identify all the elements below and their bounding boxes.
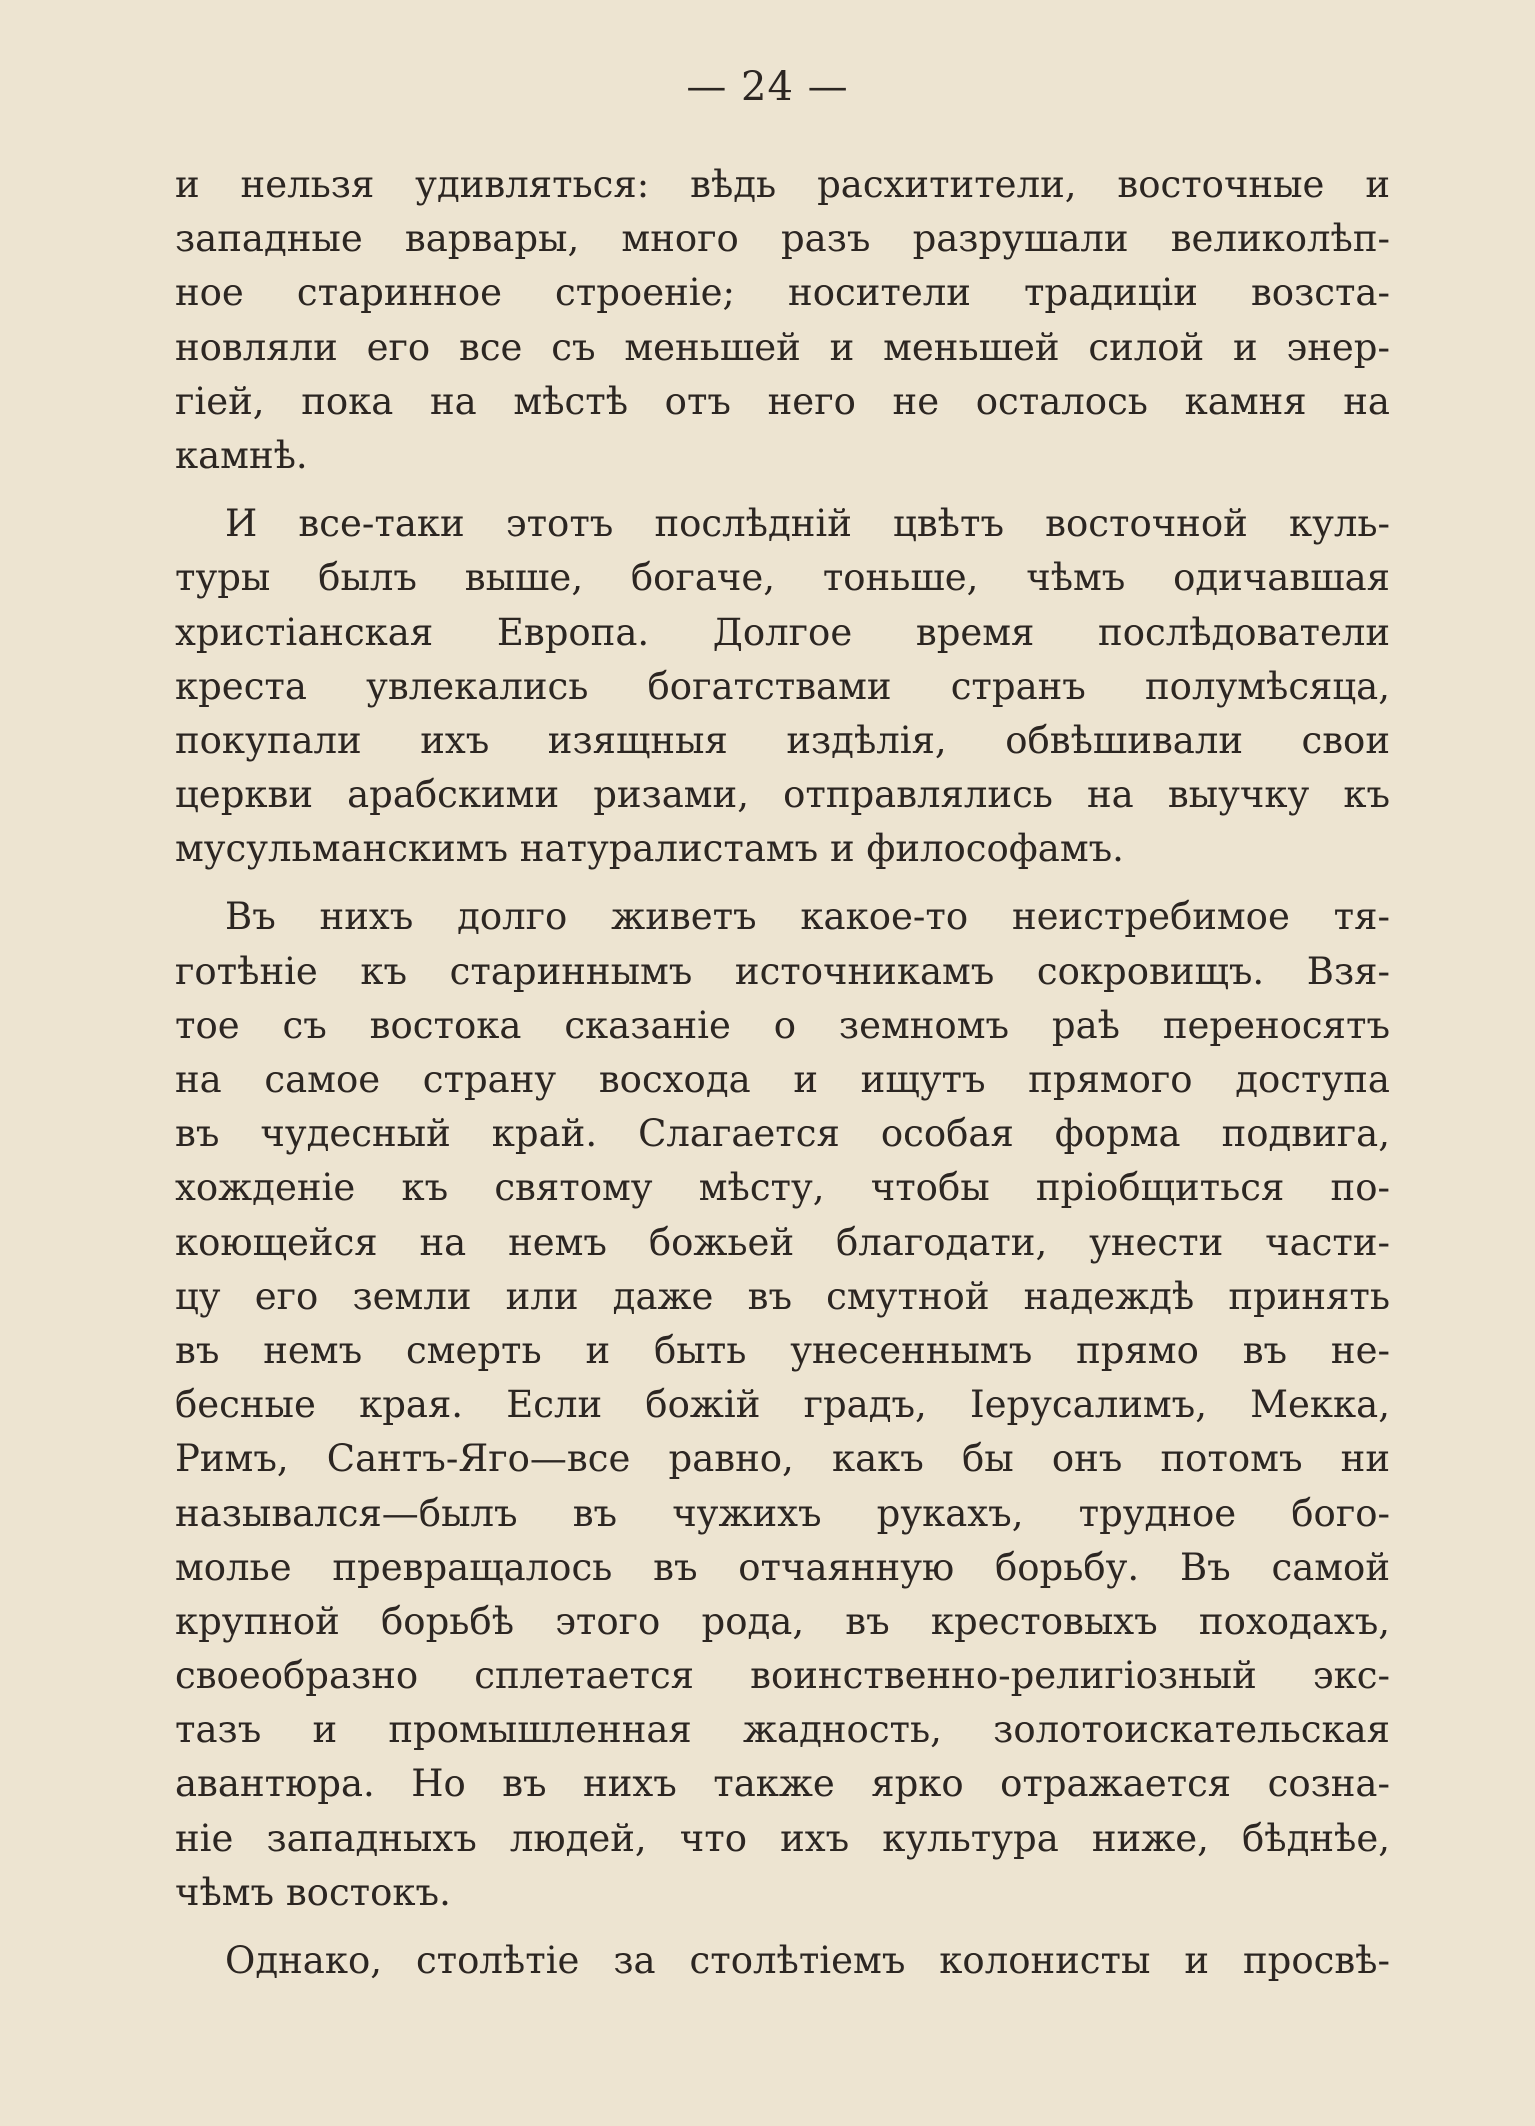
text-line: церкви арабскими ризами, отправлялись на выучку къ xyxy=(175,773,1390,817)
text-line: христіанская Европа. Долгое время послѣдователи xyxy=(175,610,1390,654)
paragraph xyxy=(175,158,1390,483)
paragraph xyxy=(175,890,1390,1920)
text-line: своеобразно сплетается воинственно-религіозный экс- xyxy=(175,1654,1390,1698)
text-line: Въ нихъ долго живетъ какое-то неистребимое тя- xyxy=(225,895,1390,939)
text-line: креста увлекались богатствами странъ полумѣсяца, xyxy=(175,664,1390,708)
text-line: И все-таки этотъ послѣдній цвѣтъ восточной куль- xyxy=(225,502,1390,546)
text-line: новляли его все съ меньшей и меньшей силой и энер- xyxy=(175,325,1390,369)
text-line: авантюра. Но въ нихъ также ярко отражается созна- xyxy=(175,1762,1390,1806)
text-line: коющейся на немъ божьей благодати, унести части- xyxy=(175,1220,1390,1264)
text-line: тазъ и промышленная жадность, золотоискательская xyxy=(175,1708,1390,1752)
text-line: западные варвары, много разъ разрушали великолѣп- xyxy=(175,217,1390,261)
text-line: въ чудесный край. Слагается особая форма подвига, xyxy=(175,1112,1390,1156)
text-line: крупной борьбѣ этого рода, въ крестовыхъ походахъ, xyxy=(175,1599,1390,1643)
body-text xyxy=(175,158,1390,2002)
text-line: въ немъ смерть и быть унесеннымъ прямо въ не- xyxy=(175,1328,1390,1372)
text-line: бесные края. Если божій градъ, Іерусалимъ, Мекка, xyxy=(175,1383,1390,1427)
text-line: покупали ихъ изящныя издѣлія, обвѣшивали свои xyxy=(175,718,1390,762)
text-line: тое съ востока сказаніе о земномъ раѣ переносятъ xyxy=(175,1003,1390,1047)
text-line: камнѣ. xyxy=(175,433,308,477)
text-line: хожденіе къ святому мѣсту, чтобы пріобщиться по- xyxy=(175,1166,1390,1210)
text-line: мусульманскимъ натуралистамъ и философамъ. xyxy=(175,827,1124,871)
text-line: на самое страну восхода и ищутъ прямого доступа xyxy=(175,1058,1390,1101)
text-line: туры былъ выше, богаче, тоньше, чѣмъ одичавшая xyxy=(175,556,1390,600)
text-line: цу его земли или даже въ смутной надеждѣ принять xyxy=(175,1274,1390,1318)
text-line: молье превращалось въ отчаянную борьбу. Въ самой xyxy=(175,1545,1390,1589)
text-line: чѣмъ востокъ. xyxy=(175,1870,451,1914)
text-line: ное старинное строеніе; носители традиціи возста- xyxy=(175,271,1390,315)
page-number: — 24 — xyxy=(686,64,849,110)
text-line: и нельзя удивляться: вѣдь расхитители, восточные и xyxy=(175,163,1390,206)
text-line: назывался—былъ въ чужихъ рукахъ, трудное бого- xyxy=(175,1491,1390,1535)
text-line: гіей, пока на мѣстѣ отъ него не осталось камня на xyxy=(175,379,1390,423)
text-line: готѣніе къ стариннымъ источникамъ сокровищъ. Взя- xyxy=(175,949,1390,993)
paragraph xyxy=(175,1934,1390,1988)
text-line: Римъ, Сантъ-Яго—все равно, какъ бы онъ потомъ ни xyxy=(175,1437,1390,1481)
paragraph xyxy=(175,497,1390,876)
text-line: ніе западныхъ людей, что ихъ культура ниже, бѣднѣе, xyxy=(175,1816,1390,1860)
text-line: Однако, столѣтіе за столѣтіемъ колонисты и просвѣ- xyxy=(225,1939,1390,1982)
